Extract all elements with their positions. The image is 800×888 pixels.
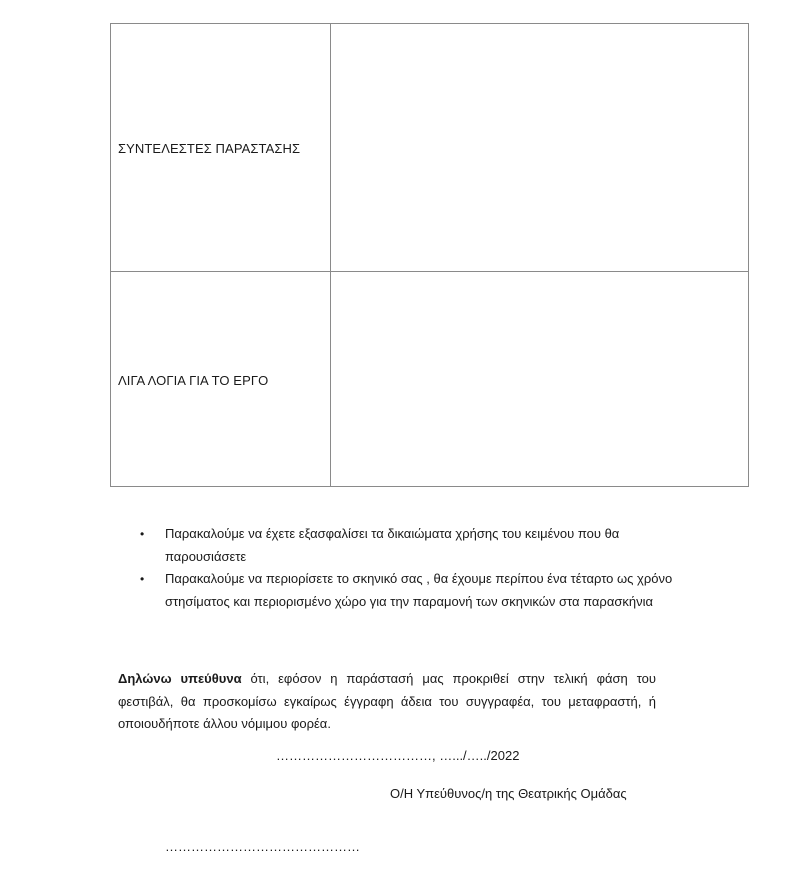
signature-line[interactable]: ……………………………………… bbox=[165, 839, 360, 854]
info-table bbox=[110, 23, 749, 487]
note-text: Παρακαλούμε να έχετε εξασφαλίσει τα δικαιώματα χρήσης του κειμένου που θα παρουσιάσετε bbox=[165, 526, 620, 564]
row-label-about-play: ΛΙΓΑ ΛΟΓΙΑ ΓΙΑ ΤΟ ΕΡΓΟ bbox=[111, 272, 331, 487]
list-item bbox=[140, 568, 700, 613]
declaration-paragraph bbox=[118, 668, 656, 736]
notes-list bbox=[140, 523, 700, 613]
bullet-icon: • bbox=[140, 527, 145, 541]
note-text: Παρακαλούμε να περιορίσετε το σκηνικό σας , θα έχουμε περίπου ένα τέταρτο ως χρόνο στησίματος και περιορισμένο χώρο για την παραμονή των σκηνικών στα παρασκήνια bbox=[165, 571, 673, 609]
responsible-label: Ο/Η Υπεύθυνος/η της Θεατρικής Ομάδας bbox=[390, 786, 627, 801]
place-date-line[interactable]: ………………………………, ….../…../2022 bbox=[276, 748, 520, 763]
declaration-lead: Δηλώνω υπεύθυνα bbox=[118, 671, 242, 686]
declaration-text: ότι, εφόσον η παράστασή μας προκριθεί στην τελική φάση του φεστιβάλ, θα προσκομίσω εγκαίρως έγγραφη άδεια του συγγραφέα, του μεταφραστή, ή οποιουδήποτε άλλου νόμιμου φορέα. bbox=[118, 671, 656, 731]
about-play-field[interactable] bbox=[331, 272, 749, 487]
row-label-contributors: ΣΥΝΤΕΛΕΣΤΕΣ ΠΑΡΑΣΤΑΣΗΣ bbox=[111, 24, 331, 272]
table-row bbox=[111, 24, 749, 272]
contributors-field[interactable] bbox=[331, 24, 749, 272]
list-item bbox=[140, 523, 700, 568]
bullet-icon: • bbox=[140, 572, 145, 586]
table-row bbox=[111, 272, 749, 487]
